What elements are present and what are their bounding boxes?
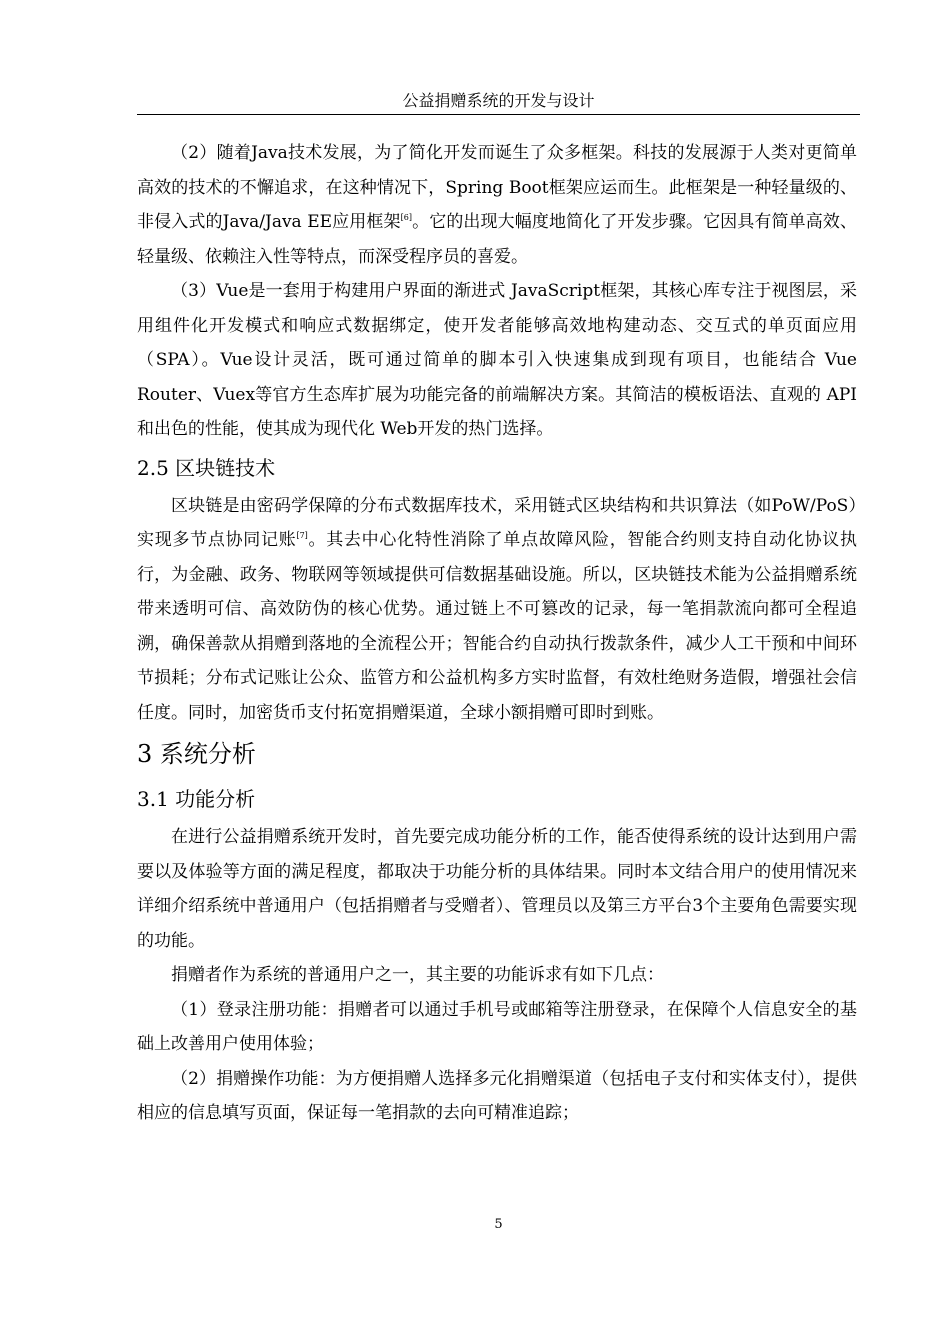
citation: [7] xyxy=(296,531,308,540)
paragraph-text: 捐赠操作功能：为方便捐赠人选择多元化捐赠渠道（包括电子支付和实体支付），提供相应的信息填写页面，保证每一笔捐款的去向可精准追踪； xyxy=(137,1068,857,1123)
paragraph-java xyxy=(137,136,857,274)
body-text xyxy=(137,136,857,1131)
list-label: （2） xyxy=(171,1068,217,1089)
list-label: （1） xyxy=(171,999,217,1020)
heading-2-5: 2.5 区块链技术 xyxy=(137,455,276,480)
paragraph-login xyxy=(137,993,857,1062)
header-rule xyxy=(137,114,860,115)
paragraph-text: 区块链是由密码学保障的分布式数据库技术，采用链式区块结构和共识算法（如PoW/PoS）实现多节点协同记账 xyxy=(137,495,857,550)
running-header: 公益捐赠系统的开发与设计 xyxy=(402,91,595,110)
paragraph-donate xyxy=(137,1062,857,1131)
citation: [6] xyxy=(400,213,412,222)
paragraph-vue xyxy=(137,274,857,447)
heading-3-1: 3.1 功能分析 xyxy=(137,787,256,811)
heading-3: 3 系统分析 xyxy=(137,740,256,768)
list-label: （3） xyxy=(171,281,217,301)
paragraph-text: Vue是一套用于构建用户界面的渐进式 JavaScript框架，其核心库专注于视图层，采用组件化开发模式和响应式数据绑定，使开发者能够高效地构建动态、交互式的单页面应用（SPA）。Vue设计灵活，既可通过简单的脚本引入快速集成到现有项目，也能结合 Vue Router、Vuex等官方生态库扩展为功能完备的前端解决方案。其简洁的模板语法、直观的 API和出色的性能，使其成为现代化 Web开发的热门选择。 xyxy=(137,281,857,439)
paragraph-text: 。其去中心化特性消除了单点故障风险，智能合约则支持自动化协议执行，为金融、政务、物联网等领域提供可信数据基础设施。所以，区块链技术能为公益捐赠系统带来透明可信、高效防伪的核心优势。通过链上不可篡改的记录，每一笔捐款流向都可全程追溯，确保善款从捐赠到落地的全流程公开；智能合约自动执行拨款条件，减少人工干预和中间环节损耗；分布式记账让公众、监管方和公益机构多方实时监督，有效杜绝财务造假，增强社会信任度。同时，加密货币支付拓宽捐赠渠道，全球小额捐赠可即时到账。 xyxy=(137,530,858,723)
paragraph-text: 。它的出现大幅度地简化了开发步骤。它因具有简单高效、轻量级、依赖注入性等特点，而深受程序员的喜爱。 xyxy=(137,212,857,267)
paragraph-text: 随着Java技术发展，为了简化开发而诞生了众多框架。科技的发展源于人类对更简单高效的技术的不懈追求，在这种情况下，Spring Boot框架应运而生。此框架是一种轻量级的、非侵入式的Java/Java EE应用框架 xyxy=(137,143,857,232)
paragraph-blockchain xyxy=(137,489,857,731)
paragraph-text: 登录注册功能：捐赠者可以通过手机号或邮箱等注册登录，在保障个人信息安全的基础上改善用户使用体验； xyxy=(137,999,857,1054)
paragraph-function-analysis: 在进行公益捐赠系统开发时，首先要完成功能分析的工作，能否使得系统的设计达到用户需要以及体验等方面的满足程度，都取决于功能分析的具体结果。同时本文结合用户的使用情况来详细介绍系统中普通用户（包括捐赠者与受赠者）、管理员以及第三方平台3个主要角色需要实现的功能。 xyxy=(137,827,857,951)
list-label: （2） xyxy=(171,143,217,163)
paragraph-donor: 捐赠者作为系统的普通用户之一，其主要的功能诉求有如下几点： xyxy=(171,965,664,985)
page-number: 5 xyxy=(494,1217,503,1232)
